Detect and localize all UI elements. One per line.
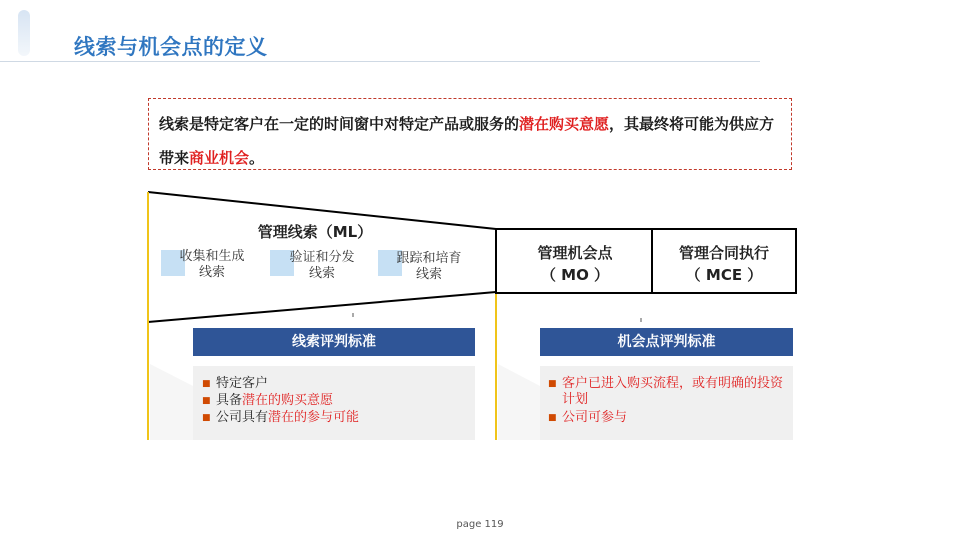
mce-title-line2: （ MCE ） [685, 266, 763, 284]
opportunity-criteria-item: ■ 公司可参与 [548, 410, 628, 425]
lead-criteria-header: 线索评判标准 [193, 328, 475, 356]
definition-text-1: 线索是特定客户在一定的时间窗中对特定产品或服务的 [159, 115, 520, 133]
lead-criteria-item: ■ 特定客户 [202, 376, 269, 391]
mce-title-line1: 管理合同执行 [678, 244, 769, 262]
ml-step-verify: 验证和分发 线索 [289, 250, 355, 281]
callout-pointer-right [498, 364, 540, 440]
page-number: page 119 [456, 519, 504, 530]
definition-highlight-opportunity: 商业机会 [189, 149, 250, 167]
ml-step-collect: 收集和生成 线索 [179, 249, 245, 280]
definition-text-3: 。 [249, 149, 265, 167]
ml-title: 管理线索（ML） [257, 223, 373, 241]
mo-title-line2: （ MO ） [540, 266, 610, 284]
mo-title-line1: 管理机会点 [537, 244, 613, 262]
opportunity-criteria-item: ■ 客户已进入购买流程，或有明确的投资计划 [548, 376, 784, 407]
ml-step-nurture: 跟踪和培育 线索 [396, 251, 462, 282]
mo-title [498, 242, 652, 286]
opportunity-criteria-header: 机会点评判标准 [540, 328, 793, 356]
definition-text-2: ，其最终将可能为供应方带来 [159, 115, 775, 167]
lead-criteria-item: ■ 公司具有潜在的参与可能 [202, 410, 360, 425]
funnel-bottom-edge [148, 292, 496, 322]
definition-highlight-intent: 潜在购买意愿 [519, 115, 610, 133]
mce-title [652, 242, 796, 286]
lead-criteria-item: ■ 具备潜在的购买意愿 [202, 393, 334, 408]
page-title: 线索与机会点的定义 [74, 35, 268, 59]
callout-pointer-left [150, 364, 193, 440]
